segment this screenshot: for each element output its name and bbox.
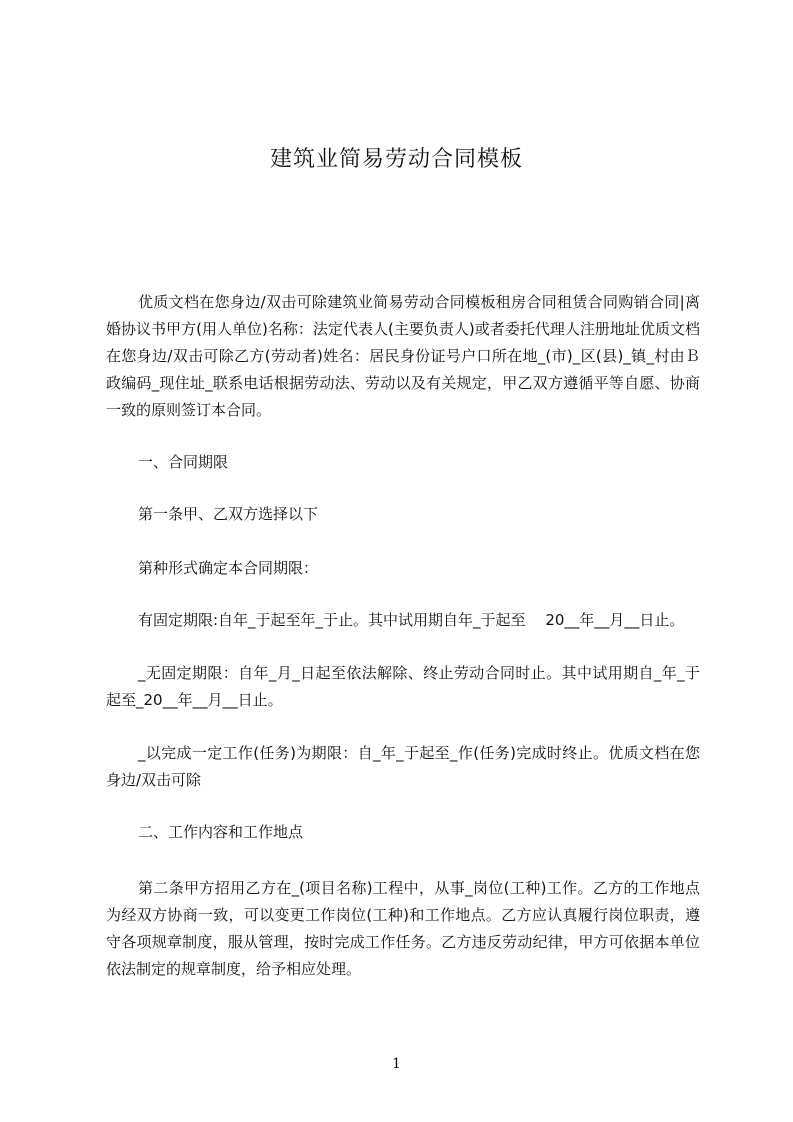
section-heading-work: 二、工作内容和工作地点 — [138, 823, 304, 841]
article-2-paragraph: 第二条甲方招用乙方在_(项目名称)工程中，从事_岗位(工种)工作。乙方的工作地点为经双方协商一致，可以变更工作岗位(工种)和工作地点。乙方应认真履行岗位职责，遵守各项规章制度，服从管理，按时完成工作任务。乙方违反劳动纪律，甲方可依据本单位依法制定的规章制度，给予相应处理。 — [106, 879, 700, 978]
fixed-term-paragraph: 有固定期限:自年_于起至年_于止。其中试用期自年_于起至 20__年__月__日止。 — [138, 611, 685, 629]
open-term-paragraph: _无固定期限：自年_月_日起至依法解除、终止劳动合同时止。其中试用期自_年_于起至_20__年__月__日止。 — [106, 664, 700, 709]
task-term-paragraph: _以完成一定工作(任务)为期限：自_年_于起至_作(任务)完成时终止。优质文档在您身边/双击可除 — [106, 744, 700, 789]
page-number: 1 — [392, 1056, 401, 1072]
article-1-line-2: 第种形式确定本合同期限： — [138, 559, 319, 577]
section-heading-term: 一、合同期限 — [138, 453, 229, 471]
intro-paragraph: 优质文档在您身边/双击可除建筑业简易劳动合同模板租房合同租赁合同购销合同|离婚协议书甲方(用人单位)名称：法定代表人(主要负责人)或者委托代理人注册地址优质文档在您身边/双击可除乙方(劳动者)姓名：居民身份证号户口所在地_(市)_区(县)_镇_村由Ｂ政编码_现住址_联系电话根据劳动法、劳动以及有关规定，甲乙双方遵循平等自愿、协商一致的原则签订本合同。 — [106, 293, 700, 419]
document-title: 建筑业简易劳动合同模板 — [269, 147, 523, 172]
article-1-line-1: 第一条甲、乙双方选择以下 — [138, 505, 319, 523]
